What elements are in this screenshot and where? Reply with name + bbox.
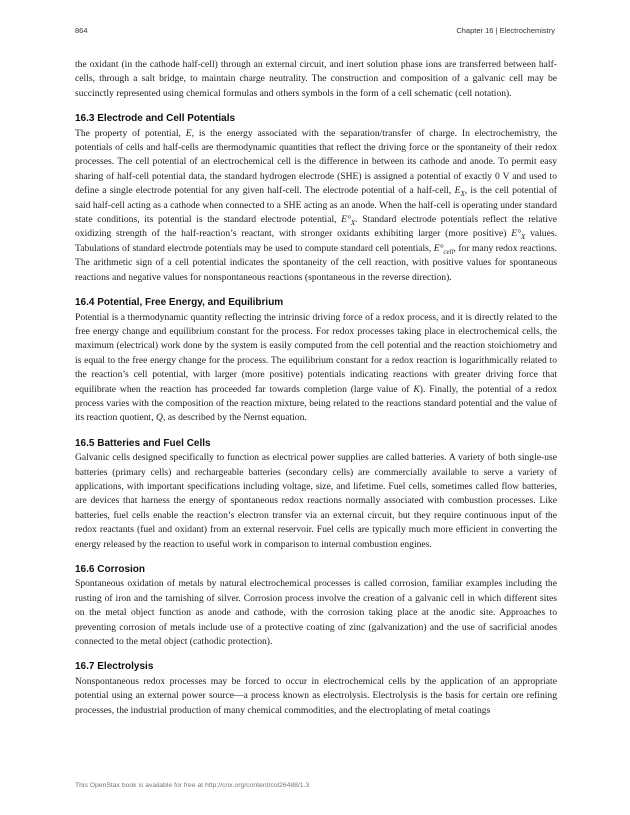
- subscript-x: X: [520, 233, 526, 242]
- subscript-cell: cell: [443, 247, 454, 256]
- text-run: , for many redox reactions. The arithmetic sign of a cell potential indicates the spontaneity of the cell reaction, with positive values for spontaneous reactions and negative values for nonspontaneous reactions (spontaneous in the reverse direction).: [75, 242, 557, 283]
- text-run: , as described by the Nernst equation.: [162, 412, 307, 424]
- intro-paragraph: the oxidant (in the cathode half-cell) through an external circuit, and inert solution phase ions are transferred between half-cells, through a salt bridge, to maintain charge neutrality. The construction and composition of a galvanic cell may be succinctly represented using chemical formulas and others symbols in the form of a cell schematic (cell notation).: [75, 59, 557, 99]
- page-footer[interactable]: This OpenStax book is available for free at http://cnx.org/content/col26488/1.3: [75, 782, 310, 789]
- section-paragraph: [75, 127, 557, 285]
- subscript-x: X: [350, 218, 356, 227]
- text-run: values. Tabulations of standard electrode potentials may be used to compute standard cell potentials,: [75, 228, 557, 254]
- section-heading: 16.5 Batteries and Fuel Cells: [75, 437, 211, 449]
- text-run: , is the energy associated with the separation/transfer of charge. In electrochemistry, the potentials of cells and half-cells are thermodynamic quantities that reflect the driving force or the spontaneity of their redox processes. The cell potential of an electrochemical cell is the difference in between its cathode and anode. To permit easy sharing of half-cell potential data, the standard hydrogen electrode (SHE) is assigned a potential of exactly 0 V and used to define a single electrode potential for any given half-cell. The electrode potential of a half-cell,: [75, 127, 558, 197]
- section-16-3: [75, 112, 557, 285]
- symbol-e-standard: E°: [341, 214, 351, 226]
- symbol-k: K: [413, 383, 420, 395]
- symbol-e: E: [185, 127, 192, 139]
- text-run: ). Finally, the potential of a redox process varies with the composition of the reaction mixture, being related to the reactions standard potential and the value of its reaction quotient,: [75, 383, 557, 424]
- symbol-e-x: E: [454, 185, 461, 197]
- section-16-5: [75, 437, 557, 552]
- section-16-4: [75, 296, 557, 426]
- symbol-e-standard-cell: E°: [433, 242, 444, 254]
- chapter-title: Chapter 16 | Electrochemistry: [456, 26, 555, 35]
- text-run: The property of potential,: [75, 127, 186, 139]
- section-paragraph: Spontaneous oxidation of metals by natural electrochemical processes is called corrosion, familiar examples including the rusting of iron and the tarnishing of silver. Corrosion process involve the creation of a galvanic cell in which different sites on the metal object function as anode and cathode, with the corrosion taking place at the anodic site. Approaches to preventing corrosion of metals include use of a protective coating of zinc (galvanization) and the use of sacrificial anodes connected to the metal object (cathodic protection).: [75, 578, 557, 648]
- section-paragraph: Nonspontaneous redox processes may be forced to occur in electrochemical cells by the application of an appropriate potential using an external power source—a process known as electrolysis. Electrolysis is the basis for certain ore refining processes, the industrial production of many chemical commodities, and the electroplating of metal coatings: [75, 675, 557, 716]
- symbol-e-standard: E°: [511, 228, 521, 240]
- subscript-x: X: [460, 190, 465, 199]
- section-paragraph: [75, 311, 557, 426]
- section-heading: 16.3 Electrode and Cell Potentials: [75, 113, 236, 125]
- section-heading: 16.7 Electrolysis: [75, 661, 154, 673]
- text-run: . Standard electrode potentials reflect the relative oxidizing strength of the half-reaction’s reactant, with stronger oxidants exhibiting larger (more positive): [75, 214, 557, 240]
- page-header: [75, 26, 555, 38]
- section-paragraph: Galvanic cells designed specifically to function as electrical power supplies are called batteries. A variety of both single-use batteries (primary cells) and rechargeable batteries (secondary cells) are commercially available to serve a variety of applications, with important specifications including voltage, size, and lifetime. Fuel cells, sometimes called flow batteries, are devices that harness the energy of spontaneous redox reactions normally associated with combustion processes. Like batteries, fuel cells enable the reaction’s electron transfer via an external circuit, but they require continuous input of the redox reactants (fuel and oxidant) from an external reservoir. Fuel cells are typically much more efficient in converting the energy released by the reaction to useful work in comparison to internal combustion engines.: [75, 452, 557, 550]
- section-16-7: [75, 660, 557, 718]
- text-run: Potential is a thermodynamic quantity reflecting the intrinsic driving force of a redox process, and it is directly related to the free energy change and equilibrium constant for the process. For redox processes taking place in electrochemical cells, the maximum (electrical) work done by the system is easily computed from the cell potential and the reaction stoichiometry and is equal to the free energy change for the process. The equilibrium constant for a redox reaction is logarithmically related to the reaction’s cell potential, with larger (more positive) potentials indicating reactions with greater driving force that equilibrate when the reaction has proceeded far towards completion (large value of: [75, 311, 557, 395]
- page-content: [75, 58, 557, 718]
- symbol-q: Q: [156, 412, 163, 424]
- section-16-6: [75, 563, 557, 649]
- text-run: , is the cell potential of said half-cell acting as a cathode when connected to a SHE acting as an anode. When the half-cell is operating under standard state conditions, its potential is the standard electrode potential,: [75, 185, 557, 226]
- page-number: 864: [75, 26, 88, 35]
- section-heading: 16.6 Corrosion: [75, 564, 146, 575]
- section-heading: 16.4 Potential, Free Energy, and Equilibrium: [75, 297, 284, 309]
